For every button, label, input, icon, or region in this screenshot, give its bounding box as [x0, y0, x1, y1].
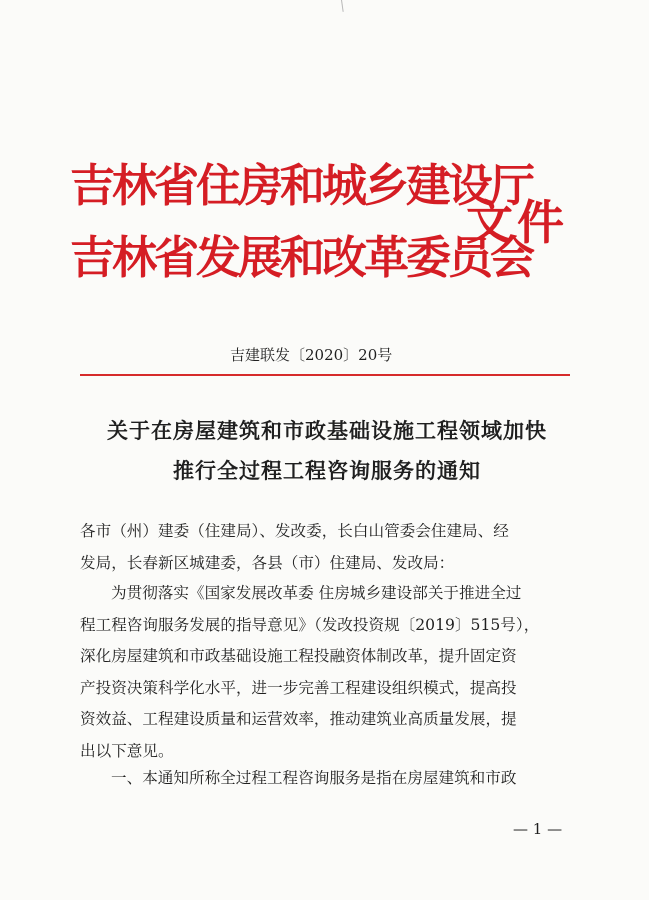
main-paragraph — [80, 580, 576, 769]
document-header — [70, 158, 590, 308]
first-point-line: 一、本通知所称全过程工程咨询服务是指在房屋建筑和市政 — [111, 769, 517, 787]
paragraph-line: 产投资决策科学化水平，进一步完善工程建设组织模式，提高投 — [80, 678, 517, 697]
agency-name-line-1: 吉林省住房和城乡建设厅 — [70, 159, 533, 212]
page-number: — 1 — — [513, 820, 563, 838]
paragraph-line: 资效益、工程建设质量和运营效率，推动建筑业高质量发展，提 — [80, 710, 517, 728]
paragraph-line: 出以下意见。 — [80, 741, 174, 760]
paragraph-line: 程工程咨询服务发展的指导意见》（发改投资规〔2019〕515号）， — [80, 615, 540, 634]
paragraph-line: 深化房屋建筑和市政基础设施工程投融资体制改革，提升固定资 — [80, 647, 517, 665]
document-number: 吉建联发〔2020〕20号 — [230, 346, 393, 364]
addressee-line: 各市（州）建委（住建局）、发改委，长白山管委会住建局、经 — [80, 522, 509, 540]
paragraph-line: 为贯彻落实《国家发展改革委 住房城乡建设部关于推进全过 — [111, 584, 522, 602]
addressee-block — [80, 518, 576, 581]
red-separator-rule — [80, 374, 570, 376]
agency-name-line-2: 吉林省发展和改革委员会 — [70, 231, 533, 284]
document-word: 文件 — [466, 196, 568, 251]
scan-mark — [341, 0, 344, 12]
first-point-paragraph — [80, 765, 576, 797]
notice-title-line-2: 推行全过程工程咨询服务的通知 — [173, 458, 481, 483]
notice-title-line-1: 关于在房屋建筑和市政基础设施工程领域加快 — [107, 418, 547, 443]
addressee-line: 发局，长春新区城建委，各县（市）住建局、发改局： — [80, 553, 455, 572]
